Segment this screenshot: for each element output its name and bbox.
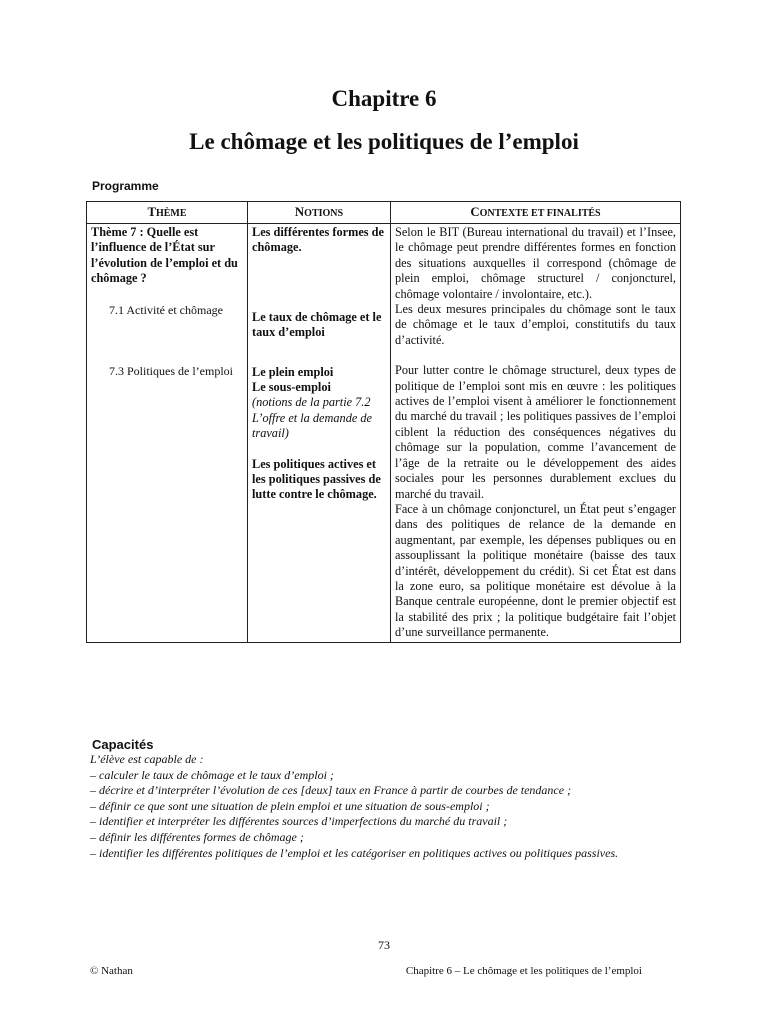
contexte-conjoncturel: Face à un chômage conjoncturel, un État peut s’engager dans des politiques de relance de la demande en augmentant, par exemple, les dépenses publiques ou en assouplissant la politique monétaire (baisse des taux d’intérêt, développement du crédit). Si cet État est dans la zone euro, sa politique monétaire est dévolue à la Banque centrale européenne, dont le premier objectif est la stabilité des prix ; la politique budgétaire fait l’objet d’une surveillance permanente.	[395, 501, 676, 640]
list-item: – définir les différentes formes de chômage ;	[90, 829, 304, 844]
list-item: – définir ce que sont une situation de plein emploi et une situation de sous-emploi ;	[90, 798, 490, 813]
page-number: 73	[378, 938, 390, 952]
footer-publisher: © Nathan	[90, 965, 133, 977]
programme-label: Programme	[92, 179, 159, 193]
notion-sous-emploi: Le sous-emploi	[252, 380, 331, 395]
list-item: – décrire et d’interpréter l’évolution de ces [deux] taux en France à partir de courbes de tendance ;	[90, 783, 572, 798]
capacites-intro: L’élève est capable de :	[90, 752, 204, 766]
capacites-list	[90, 752, 678, 861]
notion-formes-chomage: Les différentes formes de chômage.	[252, 225, 384, 255]
sub-theme-7-3: 7.3 Politiques de l’emploi	[109, 364, 233, 379]
table-header-row	[87, 202, 681, 224]
header-notions: NOTIONS	[248, 202, 391, 224]
chapter-title: Chapitre 6	[331, 86, 437, 111]
contexte-formes: Selon le BIT (Bureau international du travail) et l’Insee, le chômage peut prendre différentes formes en fonction des situations auxquelles il correspond (chômage de plein emploi, chômage structurel / conjoncturel, chômage volontaire / involontaire, etc.).	[395, 225, 676, 301]
theme-cell	[87, 224, 248, 643]
notions-cell	[248, 224, 391, 643]
header-contexte: CONTEXTE ET FINALITÉS	[391, 202, 681, 224]
contexte-mesures: Les deux mesures principales du chômage sont le taux de chômage et le taux d’emploi, constitutifs du taux d’activité.	[395, 302, 676, 347]
notion-reference: (notions de la partie 7.2 L’offre et la demande de travail)	[252, 395, 372, 441]
notion-plein-emploi: Le plein emploi	[252, 364, 334, 379]
contexte-cell	[391, 224, 681, 643]
capacites-title: Capacités	[92, 737, 154, 752]
chapter-subtitle: Le chômage et les politiques de l’emploi	[189, 129, 579, 154]
footer-chapter: Chapitre 6 – Le chômage et les politiques de l’emploi	[405, 965, 642, 977]
list-item: – identifier les différentes politiques de l’emploi et les catégoriser en politiques actives ou politiques passives.	[90, 845, 619, 860]
notion-taux: Le taux de chômage et le taux d’emploi	[252, 309, 382, 340]
programme-table	[86, 201, 681, 643]
sub-theme-7-1: 7.1 Activité et chômage	[109, 302, 223, 317]
list-item: – identifier et interpréter les différentes sources d’imperfections du marché du travail ;	[90, 814, 508, 829]
theme-title: Thème 7 : Quelle est l’influence de l’État sur l’évolution de l’emploi et du chômage ?	[91, 225, 238, 286]
contexte-structurel: Pour lutter contre le chômage structurel, deux types de politique de l’emploi sont mis en œuvre : les politiques actives de l’emploi visent à améliorer le fonctionnement du marché du travail ; les politiques passives de l’emploi ciblent la réduction des conséquences négatives du chômage sur la population, comme l’avancement de l’âge de la retraite ou le développement des aides sociales pour les personnes durablement exclues du marché du travail.	[395, 363, 676, 501]
table-row	[87, 224, 681, 643]
header-theme: THÈME	[87, 202, 248, 224]
list-item: – calculer le taux de chômage et le taux d’emploi ;	[90, 767, 334, 782]
notion-politiques: Les politiques actives et les politiques passives de lutte contre le chômage.	[252, 456, 381, 502]
